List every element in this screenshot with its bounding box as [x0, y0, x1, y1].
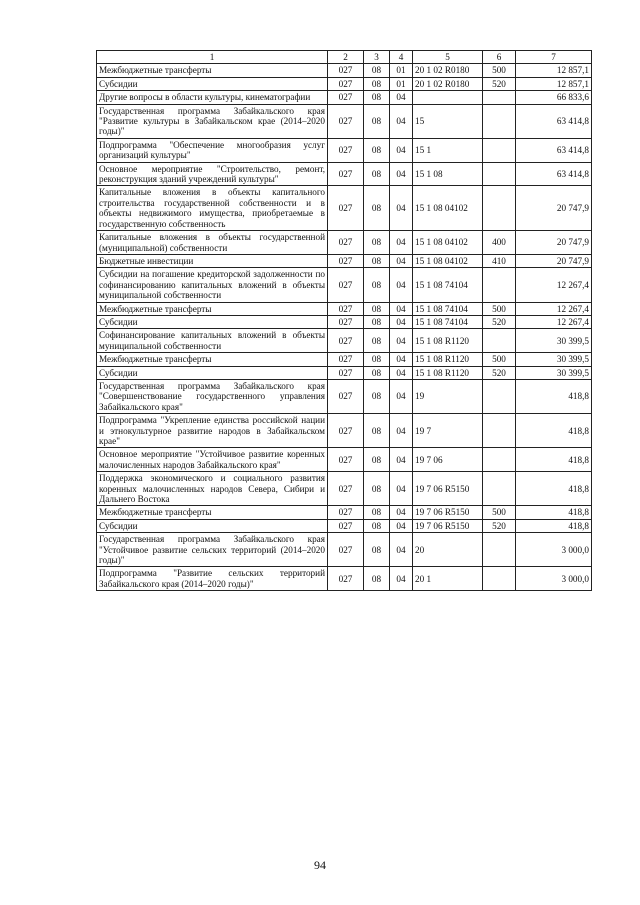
subsection-code-cell: 04	[390, 186, 413, 231]
ministry-code-cell: 027	[328, 414, 364, 448]
subsection-code-cell: 04	[390, 231, 413, 255]
section-code-cell: 08	[364, 268, 390, 302]
section-code-cell: 08	[364, 91, 390, 104]
expense-type-cell: 410	[483, 254, 516, 267]
expense-type-cell	[483, 567, 516, 591]
target-article-cell: 15 1 08 R1120	[413, 366, 483, 379]
amount-cell: 20 747,9	[516, 186, 592, 231]
table-row	[97, 329, 592, 353]
row-name-cell: Субсидии	[97, 315, 328, 328]
table-header-row	[97, 51, 592, 64]
target-article-cell: 15 1 08	[413, 162, 483, 186]
row-name-cell: Субсидии	[97, 519, 328, 532]
section-code-cell: 08	[364, 104, 390, 138]
expense-type-cell	[483, 162, 516, 186]
expense-type-cell	[483, 414, 516, 448]
subsection-code-cell: 04	[390, 104, 413, 138]
target-article-cell: 19 7 06 R5150	[413, 519, 483, 532]
subsection-code-cell: 04	[390, 414, 413, 448]
table-row	[97, 91, 592, 104]
table-row	[97, 414, 592, 448]
expense-type-cell: 520	[483, 77, 516, 90]
row-name-cell: Межбюджетные трансферты	[97, 64, 328, 77]
row-name-cell: Основное мероприятие "Строительство, ремонт, реконструкция зданий учреждений культуры"	[97, 162, 328, 186]
table-row	[97, 138, 592, 162]
ministry-code-cell: 027	[328, 231, 364, 255]
ministry-code-cell: 027	[328, 254, 364, 267]
target-article-cell: 15 1 08 R1120	[413, 353, 483, 366]
subsection-code-cell: 04	[390, 302, 413, 315]
section-code-cell: 08	[364, 254, 390, 267]
ministry-code-cell: 027	[328, 138, 364, 162]
table-row	[97, 186, 592, 231]
ministry-code-cell: 027	[328, 506, 364, 519]
amount-cell: 12 857,1	[516, 64, 592, 77]
section-code-cell: 08	[364, 448, 390, 472]
row-name-cell: Капитальные вложения в объекты капитального строительства государственной собственности и в объекты недвижимого имущества, приобретаемые в государственную собственность	[97, 186, 328, 231]
target-article-cell: 19	[413, 379, 483, 413]
amount-cell: 20 747,9	[516, 231, 592, 255]
subsection-code-cell: 04	[390, 366, 413, 379]
expense-type-cell	[483, 104, 516, 138]
table-row	[97, 315, 592, 328]
row-name-cell: Другие вопросы в области культуры, кинематографии	[97, 91, 328, 104]
target-article-cell	[413, 91, 483, 104]
row-name-cell: Капитальные вложения в объекты государственной (муниципальной) собственности	[97, 231, 328, 255]
ministry-code-cell: 027	[328, 366, 364, 379]
amount-cell: 12 267,4	[516, 302, 592, 315]
ministry-code-cell: 027	[328, 567, 364, 591]
expense-type-cell	[483, 379, 516, 413]
ministry-code-cell: 027	[328, 519, 364, 532]
section-code-cell: 08	[364, 506, 390, 519]
table-row	[97, 567, 592, 591]
subsection-code-cell: 04	[390, 506, 413, 519]
subsection-code-cell: 04	[390, 533, 413, 567]
amount-cell: 66 833,6	[516, 91, 592, 104]
target-article-cell: 19 7 06 R5150	[413, 472, 483, 506]
ministry-code-cell: 027	[328, 472, 364, 506]
amount-cell: 418,8	[516, 414, 592, 448]
expense-type-cell	[483, 138, 516, 162]
row-name-cell: Межбюджетные трансферты	[97, 353, 328, 366]
row-name-cell: Основное мероприятие "Устойчивое развитие коренных малочисленных народов Забайкальского края"	[97, 448, 328, 472]
row-name-cell: Государственная программа Забайкальского края "Совершенствование государственного управления Забайкальского края"	[97, 379, 328, 413]
amount-cell: 418,8	[516, 506, 592, 519]
subsection-code-cell: 04	[390, 254, 413, 267]
table-row	[97, 231, 592, 255]
section-code-cell: 08	[364, 519, 390, 532]
table-row	[97, 268, 592, 302]
subsection-code-cell: 01	[390, 77, 413, 90]
row-name-cell: Подпрограмма "Развитие сельских территорий Забайкальского края (2014–2020 годы)"	[97, 567, 328, 591]
expense-type-cell: 500	[483, 302, 516, 315]
row-name-cell: Государственная программа Забайкальского края "Устойчивое развитие сельских территорий (2014–2020 годы)"	[97, 533, 328, 567]
expense-type-cell	[483, 472, 516, 506]
ministry-code-cell: 027	[328, 448, 364, 472]
ministry-code-cell: 027	[328, 77, 364, 90]
section-code-cell: 08	[364, 329, 390, 353]
table-row	[97, 519, 592, 532]
amount-cell: 30 399,5	[516, 353, 592, 366]
table-body	[97, 64, 592, 591]
section-code-cell: 08	[364, 533, 390, 567]
target-article-cell: 15 1 08 74104	[413, 302, 483, 315]
target-article-cell: 15 1	[413, 138, 483, 162]
ministry-code-cell: 027	[328, 353, 364, 366]
table-row	[97, 64, 592, 77]
amount-cell: 12 857,1	[516, 77, 592, 90]
row-name-cell: Бюджетные инвестиции	[97, 254, 328, 267]
expense-type-cell: 500	[483, 506, 516, 519]
table-row	[97, 366, 592, 379]
ministry-code-cell: 027	[328, 315, 364, 328]
target-article-cell: 20 1	[413, 567, 483, 591]
subsection-code-cell: 04	[390, 138, 413, 162]
section-code-cell: 08	[364, 567, 390, 591]
expense-type-cell: 500	[483, 64, 516, 77]
ministry-code-cell: 027	[328, 302, 364, 315]
target-article-cell: 20 1 02 R0180	[413, 77, 483, 90]
amount-cell: 30 399,5	[516, 329, 592, 353]
ministry-code-cell: 027	[328, 186, 364, 231]
expense-type-cell: 500	[483, 353, 516, 366]
row-name-cell: Подпрограмма "Обеспечение многообразия услуг организаций культуры"	[97, 138, 328, 162]
column-header-4: 4	[390, 51, 413, 64]
row-name-cell: Субсидии на погашение кредиторской задолженности по софинансированию капитальных вложений в объекты муниципальной собственности	[97, 268, 328, 302]
amount-cell: 63 414,8	[516, 162, 592, 186]
amount-cell: 12 267,4	[516, 315, 592, 328]
subsection-code-cell: 04	[390, 567, 413, 591]
subsection-code-cell: 04	[390, 315, 413, 328]
subsection-code-cell: 04	[390, 162, 413, 186]
row-name-cell: Подпрограмма "Укрепление единства российской нации и этнокультурное развитие народов в Забайкальском крае"	[97, 414, 328, 448]
section-code-cell: 08	[364, 64, 390, 77]
section-code-cell: 08	[364, 414, 390, 448]
target-article-cell: 15 1 08 R1120	[413, 329, 483, 353]
budget-table	[96, 50, 592, 591]
expense-type-cell	[483, 448, 516, 472]
section-code-cell: 08	[364, 379, 390, 413]
column-header-5: 5	[413, 51, 483, 64]
ministry-code-cell: 027	[328, 162, 364, 186]
target-article-cell: 15 1 08 74104	[413, 315, 483, 328]
amount-cell: 418,8	[516, 472, 592, 506]
expense-type-cell: 400	[483, 231, 516, 255]
section-code-cell: 08	[364, 353, 390, 366]
ministry-code-cell: 027	[328, 268, 364, 302]
amount-cell: 12 267,4	[516, 268, 592, 302]
amount-cell: 418,8	[516, 519, 592, 532]
table-row	[97, 379, 592, 413]
section-code-cell: 08	[364, 77, 390, 90]
row-name-cell: Поддержка экономического и социального развития коренных малочисленных народов Севера, Сибири и Дальнего Востока	[97, 472, 328, 506]
table-row	[97, 472, 592, 506]
target-article-cell: 19 7	[413, 414, 483, 448]
target-article-cell: 19 7 06 R5150	[413, 506, 483, 519]
subsection-code-cell: 04	[390, 268, 413, 302]
subsection-code-cell: 04	[390, 353, 413, 366]
amount-cell: 418,8	[516, 448, 592, 472]
ministry-code-cell: 027	[328, 64, 364, 77]
page-number: 94	[314, 858, 326, 872]
subsection-code-cell: 04	[390, 519, 413, 532]
row-name-cell: Субсидии	[97, 366, 328, 379]
table-row	[97, 533, 592, 567]
amount-cell: 63 414,8	[516, 138, 592, 162]
subsection-code-cell: 01	[390, 64, 413, 77]
expense-type-cell	[483, 329, 516, 353]
expense-type-cell	[483, 91, 516, 104]
subsection-code-cell: 04	[390, 91, 413, 104]
section-code-cell: 08	[364, 186, 390, 231]
table-row	[97, 448, 592, 472]
amount-cell: 3 000,0	[516, 567, 592, 591]
amount-cell: 63 414,8	[516, 104, 592, 138]
subsection-code-cell: 04	[390, 329, 413, 353]
target-article-cell: 15 1 08 04102	[413, 231, 483, 255]
section-code-cell: 08	[364, 231, 390, 255]
row-name-cell: Субсидии	[97, 77, 328, 90]
table-row	[97, 77, 592, 90]
ministry-code-cell: 027	[328, 533, 364, 567]
table-row	[97, 506, 592, 519]
column-header-2: 2	[328, 51, 364, 64]
ministry-code-cell: 027	[328, 329, 364, 353]
table-row	[97, 254, 592, 267]
subsection-code-cell: 04	[390, 379, 413, 413]
column-header-6: 6	[483, 51, 516, 64]
amount-cell: 30 399,5	[516, 366, 592, 379]
subsection-code-cell: 04	[390, 472, 413, 506]
expense-type-cell: 520	[483, 366, 516, 379]
target-article-cell: 20	[413, 533, 483, 567]
expense-type-cell	[483, 186, 516, 231]
row-name-cell: Межбюджетные трансферты	[97, 302, 328, 315]
section-code-cell: 08	[364, 302, 390, 315]
table-row	[97, 302, 592, 315]
amount-cell: 20 747,9	[516, 254, 592, 267]
column-header-3: 3	[364, 51, 390, 64]
subsection-code-cell: 04	[390, 448, 413, 472]
section-code-cell: 08	[364, 472, 390, 506]
row-name-cell: Межбюджетные трансферты	[97, 506, 328, 519]
expense-type-cell	[483, 268, 516, 302]
column-header-7: 7	[516, 51, 592, 64]
target-article-cell: 20 1 02 R0180	[413, 64, 483, 77]
expense-type-cell: 520	[483, 519, 516, 532]
ministry-code-cell: 027	[328, 379, 364, 413]
row-name-cell: Софинансирование капитальных вложений в объекты муниципальной собственности	[97, 329, 328, 353]
target-article-cell: 15 1 08 74104	[413, 268, 483, 302]
table-row	[97, 353, 592, 366]
target-article-cell: 15	[413, 104, 483, 138]
amount-cell: 3 000,0	[516, 533, 592, 567]
section-code-cell: 08	[364, 315, 390, 328]
ministry-code-cell: 027	[328, 104, 364, 138]
section-code-cell: 08	[364, 366, 390, 379]
table-row	[97, 104, 592, 138]
row-name-cell: Государственная программа Забайкальского края "Развитие культуры в Забайкальском крае (2014–2020 годы)"	[97, 104, 328, 138]
expense-type-cell: 520	[483, 315, 516, 328]
target-article-cell: 15 1 08 04102	[413, 254, 483, 267]
target-article-cell: 19 7 06	[413, 448, 483, 472]
target-article-cell: 15 1 08 04102	[413, 186, 483, 231]
expense-type-cell	[483, 533, 516, 567]
section-code-cell: 08	[364, 138, 390, 162]
table-row	[97, 162, 592, 186]
ministry-code-cell: 027	[328, 91, 364, 104]
section-code-cell: 08	[364, 162, 390, 186]
column-header-1: 1	[97, 51, 328, 64]
amount-cell: 418,8	[516, 379, 592, 413]
